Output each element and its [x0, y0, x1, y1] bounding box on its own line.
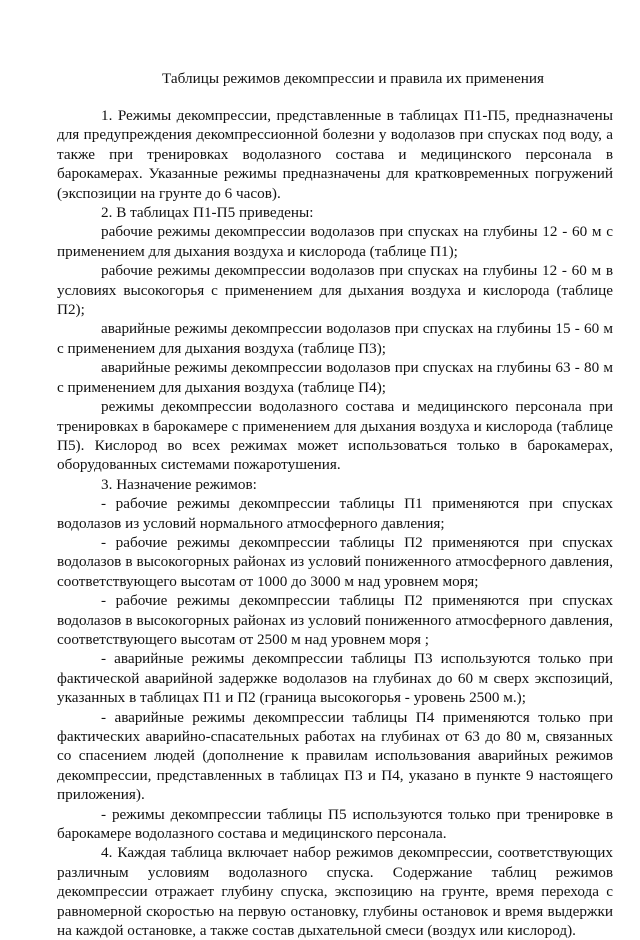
list-item: - рабочие режимы декомпрессии таблицы П2 применяются при спусках водолазов в высокогорных районах из условий пониженного атмосферного давления, соответствующего высотам от 2500 м над уровнем моря ; [57, 592, 613, 648]
paragraph-1: 1. Режимы декомпрессии, представленные в таблицах П1-П5, предназначены для предупреждения декомпрессионной болезни у водолазов при спусках под воду, а также при тренировках водолазного состава и медицинского персонала в барокамерах. Указанные режимы предназначены для кратковременных погружений (экспозиции на грунте до 6 часов). [57, 107, 613, 202]
list-item: - рабочие режимы декомпрессии таблицы П1 применяются при спусках водолазов из условий нормального атмосферного давления; [57, 495, 613, 532]
list-item: - аварийные режимы декомпрессии таблицы П3 используются только при фактической аварийной задержке водолазов на глубинах до 60 м сверх экспозиций, указанных в таблицах П1 и П2 (граница высокогорья - уровень 2500 м.); [57, 650, 613, 707]
list-item: рабочие режимы декомпрессии водолазов при спусках на глубины 12 - 60 м с применением для дыхания воздуха и кислорода (таблице П1); [57, 223, 613, 260]
document-title: Таблицы режимов декомпрессии и правила их применения [162, 70, 544, 87]
list-item: - рабочие режимы декомпрессии таблицы П2 применяются при спусках водолазов в высокогорных районах из условий пониженного атмосферного давления, соответствующего высотам от 1000 до 3000 м над уровнем моря; [57, 533, 613, 590]
list-item: аварийные режимы декомпрессии водолазов при спусках на глубины 63 - 80 м с применением для дыхания воздуха (таблице П4); [57, 359, 613, 396]
paragraph-2: 2. В таблицах П1-П5 приведены: [101, 204, 314, 222]
list-item: рабочие режимы декомпрессии водолазов при спусках на глубины 12 - 60 м в условиях высокогорья с применением для дыхания воздуха и кислорода (таблице П2); [57, 262, 613, 319]
list-item: - аварийные режимы декомпрессии таблицы П4 применяются только при фактических аварийно-спасательных работах на глубинах от 63 до 80 м, связанных со спасением людей (дополнение к правилам использования аварийных режимов декомпрессии, представленных в таблицах П3 и П4, указано в пункте 9 настоящего приложения). [57, 708, 613, 804]
paragraph-4: 4. Каждая таблица включает набор режимов декомпрессии, соответствующих различным условиям водолазного спуска. Содержание таблиц режимов декомпрессии отражает глубину спуска, экспозицию на грунте, время перехода с равномерной скоростью на первую остановку, глубины остановок и время выдержки на каждой остановке, а также состав дыхательной смеси (воздух или кислород). [57, 844, 613, 940]
list-item: аварийные режимы декомпрессии водолазов при спусках на глубины 15 - 60 м с применением для дыхания воздуха (таблице П3); [57, 320, 613, 357]
paragraph-3: 3. Назначение режимов: [101, 475, 257, 493]
document-body [57, 106, 613, 940]
list-item: - режимы декомпрессии таблицы П5 используются только при тренировке в барокамере водолазного состава и медицинского персонала. [57, 805, 613, 843]
list-item: режимы декомпрессии водолазного состава и медицинского персонала при тренировках в барокамере с применением для дыхания воздуха и кислорода (таблице П5). Кислород во всех режимах может использоваться только в барокамерах, оборудованных системами пожаротушения. [57, 398, 613, 474]
